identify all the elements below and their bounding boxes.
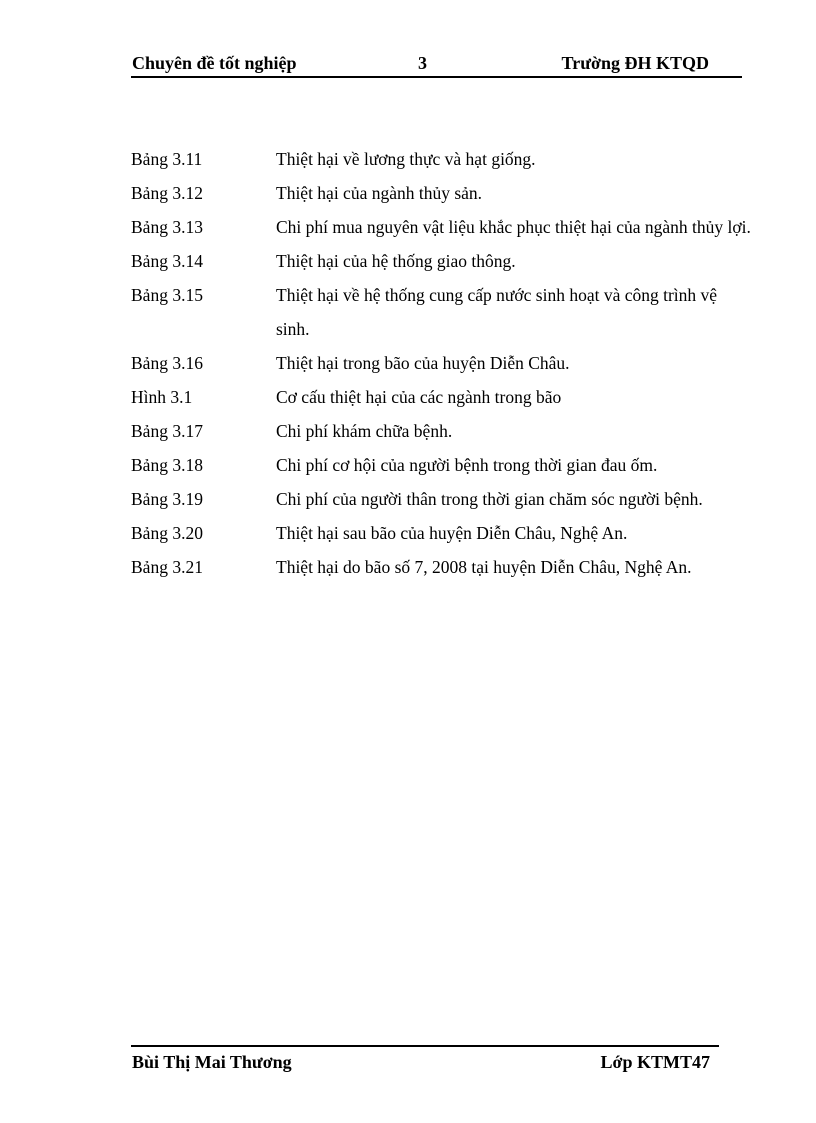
entry-description: Cơ cấu thiệt hại của các ngành trong bão xyxy=(276,387,562,407)
list-item xyxy=(131,516,751,550)
list-item xyxy=(131,210,751,244)
list-item xyxy=(131,278,751,346)
header-school: Trường ĐH KTQD xyxy=(561,53,709,73)
entry-label: Bảng 3.19 xyxy=(131,489,203,509)
list-item xyxy=(131,142,751,176)
entry-description: Thiệt hại của hệ thống giao thông. xyxy=(276,251,516,271)
entry-label: Bảng 3.16 xyxy=(131,353,203,373)
table-list xyxy=(131,142,751,584)
entry-label: Bảng 3.13 xyxy=(131,217,203,237)
page-footer xyxy=(131,1045,719,1075)
entry-label: Bảng 3.11 xyxy=(131,149,203,169)
list-item xyxy=(131,346,751,380)
entry-label: Bảng 3.15 xyxy=(131,285,203,305)
list-item xyxy=(131,550,751,584)
entry-description: Chi phí của người thân trong thời gian chăm sóc người bệnh. xyxy=(276,489,703,509)
entry-label: Bảng 3.18 xyxy=(131,455,203,475)
entry-description: Chi phí khám chữa bệnh. xyxy=(276,421,453,441)
page-number: 3 xyxy=(418,53,427,73)
page-header xyxy=(131,52,742,78)
entry-description: Thiệt hại về lương thực và hạt giống. xyxy=(276,149,536,169)
entry-description: Thiệt hại trong bão của huyện Diễn Châu. xyxy=(276,353,570,373)
list-item xyxy=(131,482,751,516)
list-item xyxy=(131,380,751,414)
list-item xyxy=(131,244,751,278)
entry-description: Chi phí cơ hội của người bệnh trong thời gian đau ốm. xyxy=(276,455,658,475)
entry-label: Hình 3.1 xyxy=(131,387,193,407)
entry-description: Chi phí mua nguyên vật liệu khắc phục thiệt hại của ngành thủy lợi. xyxy=(276,217,751,237)
entry-label: Bảng 3.20 xyxy=(131,523,203,543)
entry-description: Thiệt hại do bão số 7, 2008 tại huyện Diễn Châu, Nghệ An. xyxy=(276,557,692,577)
list-item xyxy=(131,448,751,482)
entry-label: Bảng 3.12 xyxy=(131,183,203,203)
list-item xyxy=(131,176,751,210)
entry-description: Thiệt hại của ngành thủy sản. xyxy=(276,183,483,203)
class-name: Lớp KTMT47 xyxy=(600,1052,710,1072)
entry-label: Bảng 3.21 xyxy=(131,557,203,577)
entry-label: Bảng 3.14 xyxy=(131,251,203,271)
entry-label: Bảng 3.17 xyxy=(131,421,203,441)
author-name: Bùi Thị Mai Thương xyxy=(132,1052,292,1072)
entry-description: Thiệt hại về hệ thống cung cấp nước sinh hoạt và công trình vệ sinh. xyxy=(276,285,718,339)
list-item xyxy=(131,414,751,448)
header-title: Chuyên đề tốt nghiệp xyxy=(132,53,297,73)
entry-description: Thiệt hại sau bão của huyện Diễn Châu, Nghệ An. xyxy=(276,523,628,543)
